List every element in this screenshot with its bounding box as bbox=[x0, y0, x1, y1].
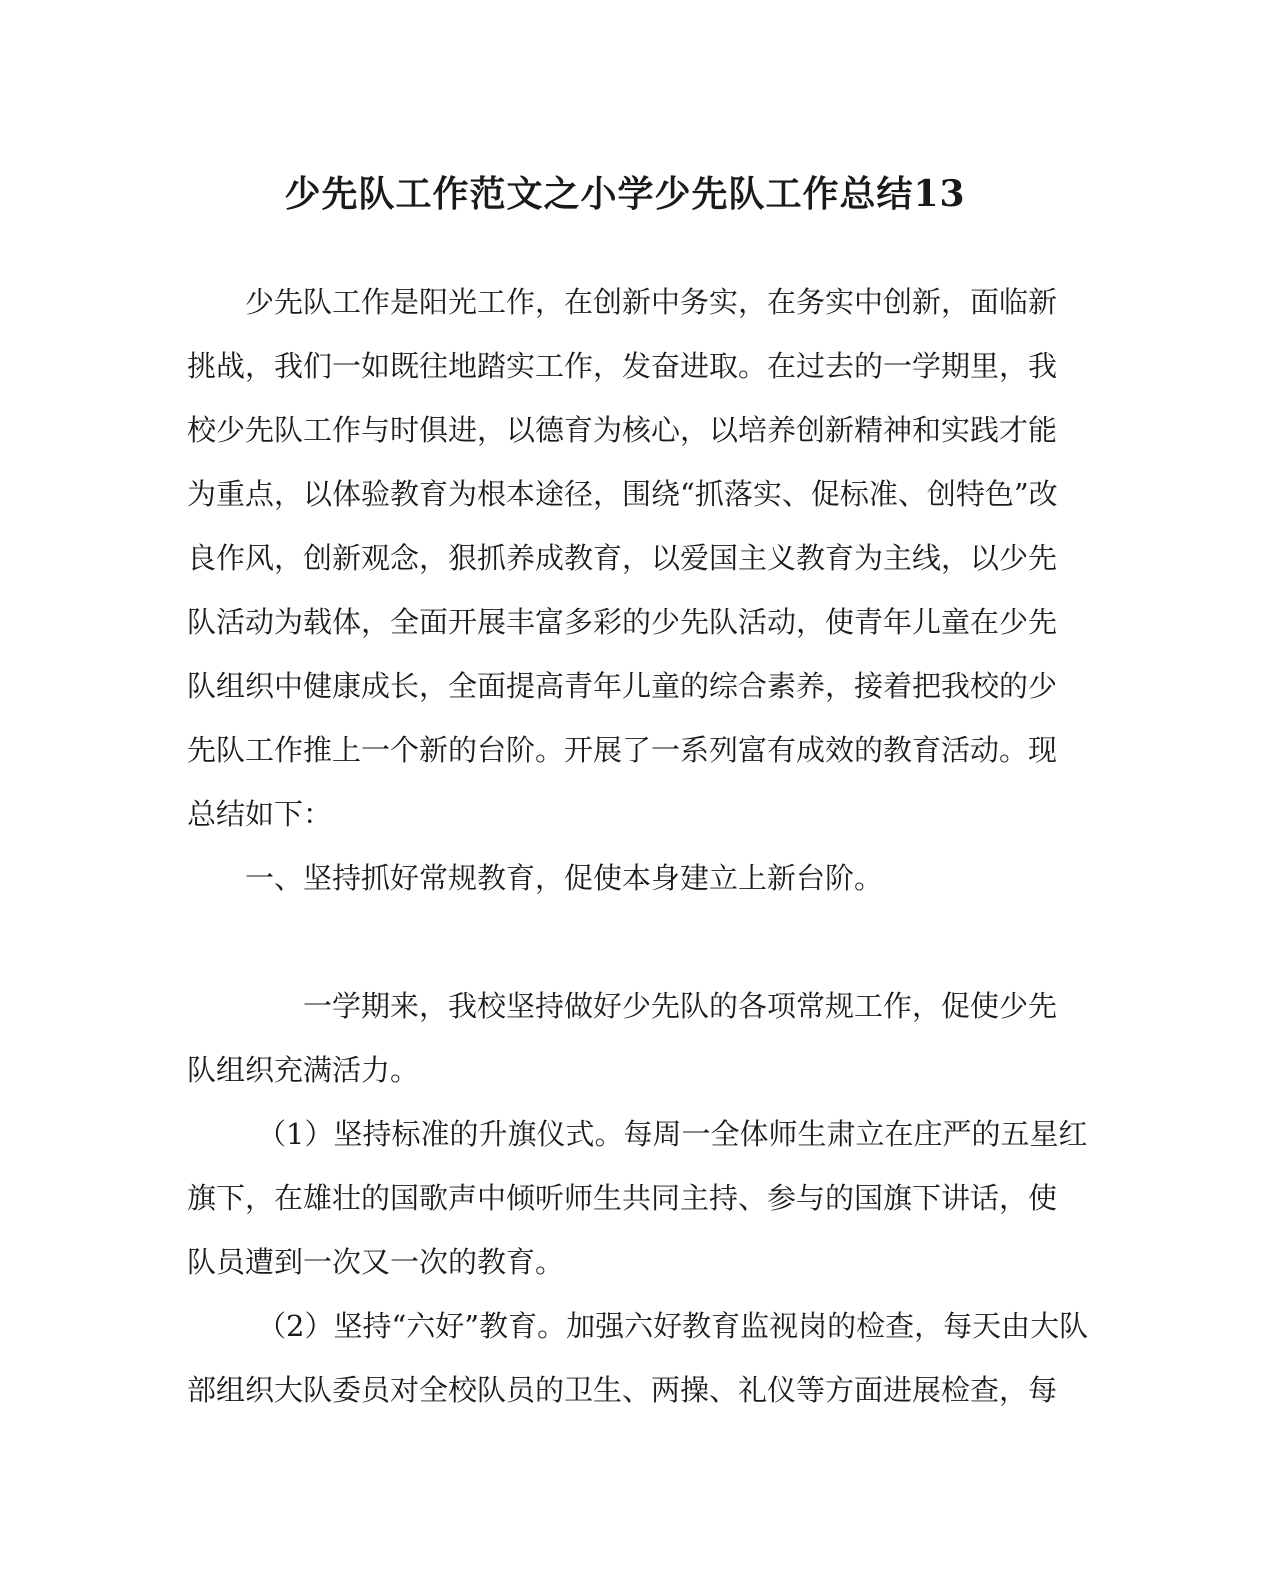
document-title: 少先队工作范文之小学少先队工作总结13 bbox=[284, 173, 966, 215]
paragraph-line: 队组织充满活力。 bbox=[187, 1053, 420, 1087]
section-heading: 一、坚持抓好常规教育，促使本身建立上新台阶。 bbox=[245, 861, 884, 895]
routine-paragraph bbox=[187, 974, 1067, 1102]
paragraph-line: 队活动为载体，全面开展丰富多彩的少先队活动，使青年儿童在少先 bbox=[187, 605, 1058, 639]
paragraph-line: 一学期来，我校坚持做好少先队的各项常规工作，促使少先 bbox=[303, 989, 1058, 1023]
paragraph-line: 旗下，在雄壮的国歌声中倾听师生共同主持、参与的国旗下讲话，使 bbox=[187, 1181, 1058, 1215]
paragraph-line: 挑战，我们一如既往地踏实工作，发奋进取。在过去的一学期里，我 bbox=[187, 349, 1058, 383]
paragraph-line: 为重点，以体验教育为根本途径，围绕“抓落实、促标准、创特色”改 bbox=[187, 477, 1058, 511]
paragraph-line: 先队工作推上一个新的台阶。开展了一系列富有成效的教育活动。现 bbox=[187, 733, 1058, 767]
item-flag-ceremony bbox=[187, 1102, 1088, 1294]
paragraph-line: 部组织大队委员对全校队员的卫生、两操、礼仪等方面进展检查，每 bbox=[187, 1373, 1058, 1407]
paragraph-line: 校少先队工作与时俱进，以德育为核心，以培养创新精神和实践才能 bbox=[187, 413, 1058, 447]
paragraph-line: 良作风，创新观念，狠抓养成教育，以爱国主义教育为主线，以少先 bbox=[187, 541, 1058, 575]
paragraph-line: （1）坚持标准的升旗仪式。每周一全体师生肃立在庄严的五星红 bbox=[257, 1117, 1088, 1151]
intro-paragraph bbox=[187, 270, 1067, 910]
paragraph-line: （2）坚持“六好”教育。加强六好教育监视岗的检查，每天由大队 bbox=[257, 1309, 1089, 1343]
paragraph-line: 队员遭到一次又一次的教育。 bbox=[187, 1245, 565, 1279]
paragraph-line: 总结如下： bbox=[187, 797, 333, 831]
item-six-good bbox=[187, 1294, 1089, 1422]
paragraph-line: 少先队工作是阳光工作，在创新中务实，在务实中创新，面临新 bbox=[245, 285, 1058, 319]
paragraph-line: 队组织中健康成长，全面提高青年儿童的综合素养，接着把我校的少 bbox=[187, 669, 1058, 703]
